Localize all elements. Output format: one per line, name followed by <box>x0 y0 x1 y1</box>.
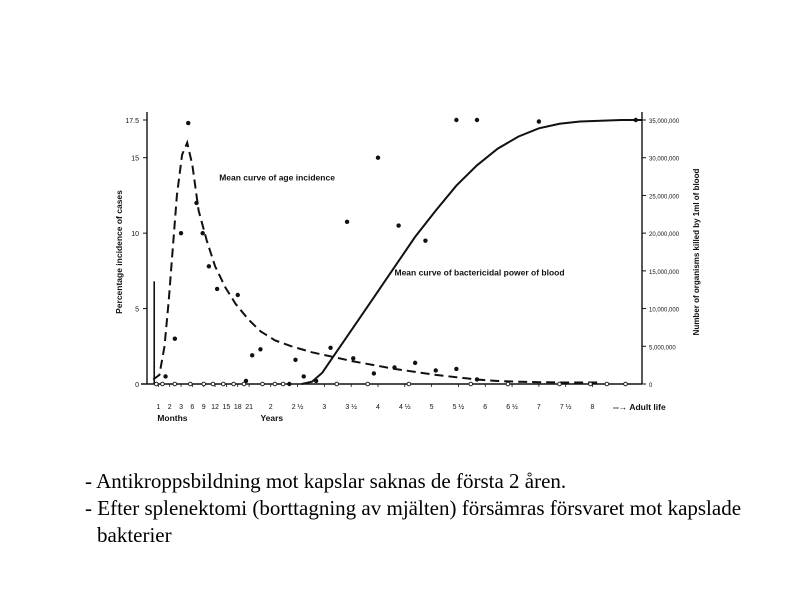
data-point-incidence <box>173 337 177 341</box>
annotation-bactericidal: Mean curve of bactericidal power of blood <box>394 267 565 278</box>
x-tick-label: 12 <box>211 404 219 411</box>
x-years-label: Years <box>260 413 284 423</box>
baseline-marker <box>469 382 473 386</box>
data-point-incidence <box>258 347 262 351</box>
annotation-age-incidence: Mean curve of age incidence <box>219 172 335 183</box>
baseline-marker <box>558 382 562 386</box>
baseline-marker <box>506 382 510 386</box>
data-point-incidence <box>328 346 332 350</box>
data-point-incidence <box>207 264 211 268</box>
x-adult-label: --→ Adult life <box>613 402 666 412</box>
baseline-marker <box>173 382 177 386</box>
x-tick-label: 2 ½ <box>291 404 304 411</box>
y-tick-label: 0 <box>135 382 139 389</box>
y2-tick-label: 5,000,000 <box>649 345 676 352</box>
x-tick-label: 15 <box>222 404 231 411</box>
y2-tick-label: 25,000,000 <box>649 194 680 201</box>
x-tick-label: 4 ½ <box>398 404 411 411</box>
baseline-marker <box>366 382 370 386</box>
x-tick-label: 3 <box>322 404 327 411</box>
baseline-marker <box>161 382 165 386</box>
x-tick-label: 3 ½ <box>345 404 358 411</box>
data-point-bactericidal <box>634 118 638 122</box>
baseline-marker <box>189 382 193 386</box>
baseline-marker <box>624 382 628 386</box>
data-point-incidence <box>475 377 479 381</box>
x-tick-label: 5 ½ <box>452 404 465 411</box>
data-point-incidence <box>413 361 417 365</box>
data-point-incidence <box>215 287 219 291</box>
x-tick-label: 6 <box>190 404 195 411</box>
data-point-incidence <box>351 356 355 360</box>
y-tick-label: 17.5 <box>125 118 139 125</box>
data-point-incidence <box>372 371 376 375</box>
data-point-bactericidal <box>376 156 380 160</box>
data-point-incidence <box>314 379 318 383</box>
baseline-marker <box>211 382 215 386</box>
y2-tick-label: 10,000,000 <box>649 307 680 314</box>
baseline-marker <box>261 382 265 386</box>
data-point-bactericidal <box>396 223 400 227</box>
data-point-incidence <box>392 365 396 369</box>
x-tick-label: 18 <box>233 404 242 411</box>
x-tick-label: 9 <box>201 404 206 411</box>
x-tick-label: 2 <box>167 404 172 411</box>
data-point-bactericidal <box>423 238 427 242</box>
data-point-bactericidal <box>454 118 458 122</box>
y2-tick-label: 0 <box>649 383 653 389</box>
x-tick-label: 8 <box>590 404 595 411</box>
y-tick-label: 15 <box>131 155 139 163</box>
baseline-marker <box>589 382 593 386</box>
data-point-incidence <box>454 367 458 371</box>
x-tick-label: 21 <box>245 404 253 411</box>
baseline-marker <box>202 382 206 386</box>
baseline-marker <box>242 382 246 386</box>
y2-tick-label: 35,000,000 <box>649 119 680 125</box>
data-point-incidence <box>293 358 297 362</box>
data-point-incidence <box>200 231 204 235</box>
x-tick-label: 3 <box>179 404 183 411</box>
data-point-incidence <box>236 293 240 297</box>
x-tick-label: 2 <box>268 404 273 411</box>
data-point-incidence <box>194 201 198 205</box>
baseline-marker <box>335 382 339 386</box>
x-tick-label: 7 ½ <box>559 404 572 411</box>
baseline-marker <box>222 382 226 386</box>
data-point-incidence <box>250 353 254 357</box>
bullet-list <box>85 468 785 549</box>
bullet-item: - Antikroppsbildning mot kapslar saknas de första 2 åren. <box>85 469 567 493</box>
x-tick-label: 4 <box>376 404 380 411</box>
data-point-incidence <box>302 374 306 378</box>
x-tick-label: 6 ½ <box>506 404 518 411</box>
data-point-bactericidal <box>287 382 291 386</box>
baseline-marker <box>154 382 158 386</box>
x-tick-label: 5 <box>429 404 434 411</box>
y2-tick-label: 20,000,000 <box>649 232 680 239</box>
x-months-label: Months <box>157 413 188 423</box>
data-point-bactericidal <box>475 118 479 122</box>
y-axis-label: Percentage incidence of cases <box>114 190 124 314</box>
baseline-marker <box>605 382 609 386</box>
y-tick-label: 5 <box>135 306 139 314</box>
baseline-marker <box>281 382 285 386</box>
data-point-incidence <box>179 231 183 235</box>
baseline-marker <box>273 382 277 386</box>
data-point-incidence <box>186 121 190 125</box>
y2-axis-label: Number of organisms killed by 1ml of blood <box>692 168 701 336</box>
x-tick-label: 6 <box>483 404 488 411</box>
data-point-incidence <box>163 374 167 378</box>
y2-tick-label: 30,000,000 <box>649 156 680 163</box>
data-point-bactericidal <box>345 220 349 224</box>
x-tick-label: 1 <box>156 404 161 411</box>
data-point-incidence <box>434 368 438 372</box>
y2-tick-label: 15,000,000 <box>649 269 680 276</box>
baseline-marker <box>407 382 411 386</box>
y-tick-label: 10 <box>131 231 139 239</box>
bullet-item: - Efter splenektomi (borttagning av mjälten) försämras försvaret mot kapslade bakterier <box>85 496 742 547</box>
baseline-marker <box>232 382 236 386</box>
data-point-bactericidal <box>537 119 541 123</box>
series-line-bactericidal <box>302 120 642 384</box>
x-tick-label: 7 <box>536 404 541 411</box>
